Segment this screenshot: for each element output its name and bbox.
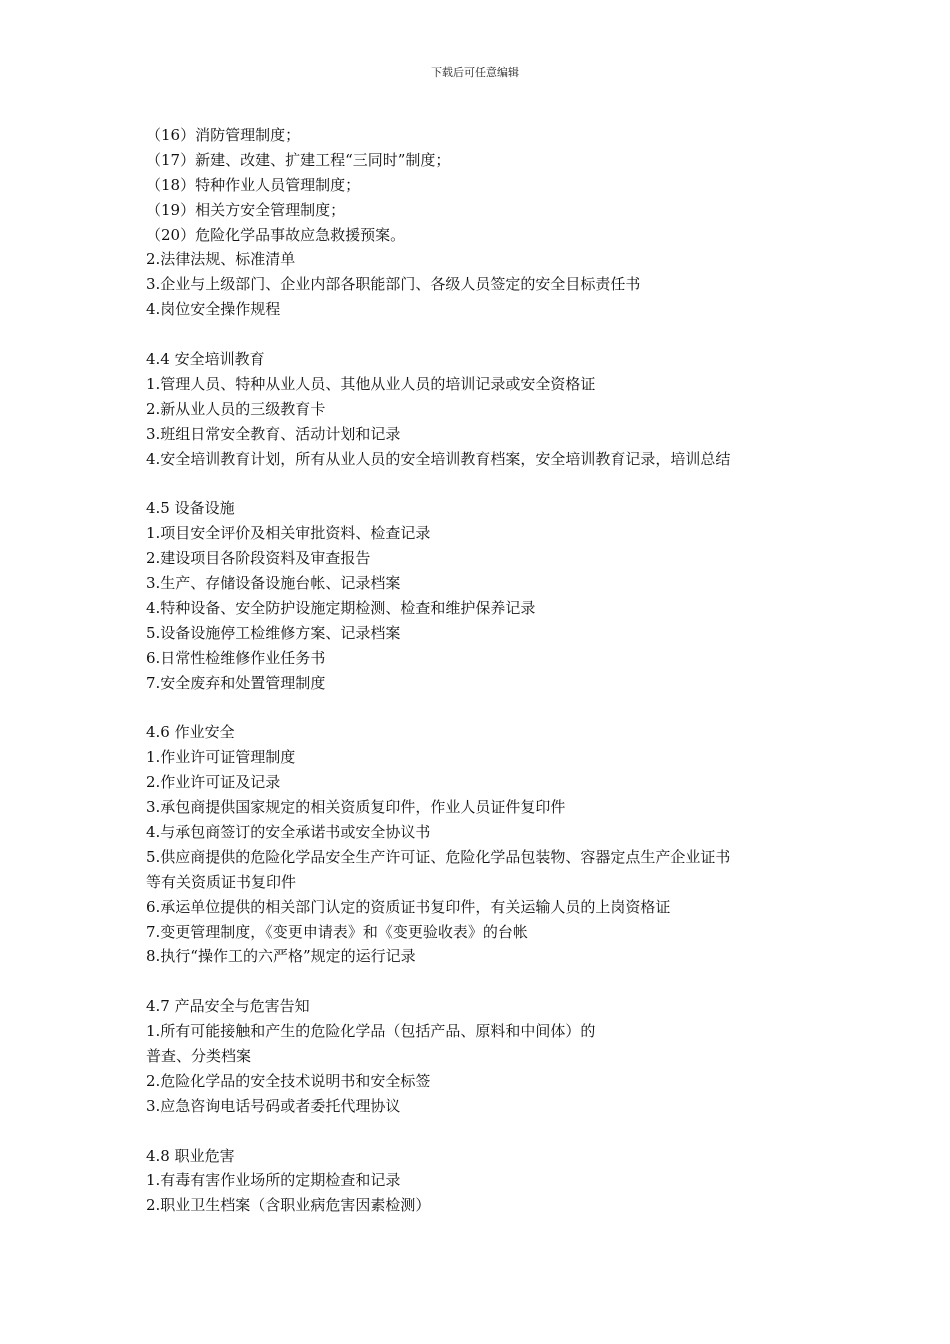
blank-line bbox=[146, 1119, 826, 1144]
text-line: 2.职业卫生档案（含职业病危害因素检测） bbox=[146, 1196, 431, 1215]
text-line: （16）消防管理制度； bbox=[146, 126, 301, 144]
blank-line bbox=[146, 471, 826, 496]
text-line: 4.4 安全培训教育 bbox=[146, 350, 265, 369]
text-line: 2.危险化学品的安全技术说明书和安全标签 bbox=[146, 1071, 431, 1090]
text-line: （18）特种作业人员管理制度； bbox=[146, 175, 361, 194]
text-line: 4.7 产品安全与危害告知 bbox=[146, 997, 310, 1016]
text-line: 4.8 职业危害 bbox=[146, 1146, 235, 1165]
text-line: 6.日常性检维修作业任务书 bbox=[146, 648, 326, 667]
text-line: 2.作业许可证及记录 bbox=[146, 773, 281, 792]
text-line: 2.新从业人员的三级教育卡 bbox=[146, 399, 326, 418]
blank-line bbox=[146, 695, 826, 720]
text-line: （19）相关方安全管理制度； bbox=[146, 200, 346, 219]
text-line: 1.有毒有害作业场所的定期检查和记录 bbox=[146, 1171, 401, 1190]
text-line: 3.承包商提供国家规定的相关资质复印件，作业人员证件复印件 bbox=[146, 798, 566, 817]
text-line: 3.企业与上级部门、企业内部各职能部门、各级人员签定的安全目标责任书 bbox=[146, 275, 641, 294]
text-line: 5.供应商提供的危险化学品安全生产许可证、危险化学品包装物、容器定点生产企业证书 bbox=[146, 847, 731, 866]
text-line: 4.6 作业安全 bbox=[146, 723, 235, 742]
text-line: 普查、分类档案 bbox=[146, 1046, 252, 1065]
text-line: 7.安全废弃和处置管理制度 bbox=[146, 673, 326, 692]
text-line: 1.管理人员、特种从业人员、其他从业人员的培训记录或安全资格证 bbox=[146, 374, 596, 393]
blank-line bbox=[146, 969, 826, 994]
text-line: 等有关资质证书复印件 bbox=[146, 872, 297, 891]
text-line: 4.岗位安全操作规程 bbox=[146, 300, 281, 319]
text-line: 2.建设项目各阶段资料及审查报告 bbox=[146, 549, 371, 568]
text-line: 1.所有可能接触和产生的危险化学品（包括产品、原料和中间体）的 bbox=[146, 1022, 596, 1041]
text-line: （20）危险化学品事故应急救援预案。 bbox=[146, 225, 406, 244]
text-line: 4.5 设备设施 bbox=[146, 499, 235, 518]
text-line: 3.应急咨询电话号码或者委托代理协议 bbox=[146, 1096, 401, 1115]
text-line: 5.设备设施停工检维修方案、记录档案 bbox=[146, 623, 401, 642]
text-line: 3.班组日常安全教育、活动计划和记录 bbox=[146, 424, 401, 443]
text-line: 4.与承包商签订的安全承诺书或安全协议书 bbox=[146, 822, 431, 841]
text-line: 1.作业许可证管理制度 bbox=[146, 748, 296, 767]
page-header: 下载后可任意编辑 bbox=[431, 66, 519, 79]
text-line: 4.特种设备、安全防护设施定期检测、检查和维护保养记录 bbox=[146, 598, 536, 617]
text-line: 4.安全培训教育计划，所有从业人员的安全培训教育档案，安全培训教育记录，培训总结 bbox=[146, 449, 731, 468]
text-line: 8.执行“操作工的六严格”规定的运行记录 bbox=[146, 947, 416, 966]
document-body bbox=[146, 123, 826, 1218]
text-line: （17）新建、改建、扩建工程“三同时”制度； bbox=[146, 150, 451, 169]
blank-line bbox=[146, 322, 826, 347]
text-line: 2.法律法规、标准清单 bbox=[146, 250, 296, 269]
text-line: 6.承运单位提供的相关部门认定的资质证书复印件，有关运输人员的上岗资格证 bbox=[146, 897, 671, 916]
text-line: 7.变更管理制度，《变更申请表》和《变更验收表》的台帐 bbox=[146, 922, 528, 941]
text-line: 3.生产、存储设备设施台帐、记录档案 bbox=[146, 574, 401, 593]
text-line: 1.项目安全评价及相关审批资料、检查记录 bbox=[146, 524, 431, 543]
